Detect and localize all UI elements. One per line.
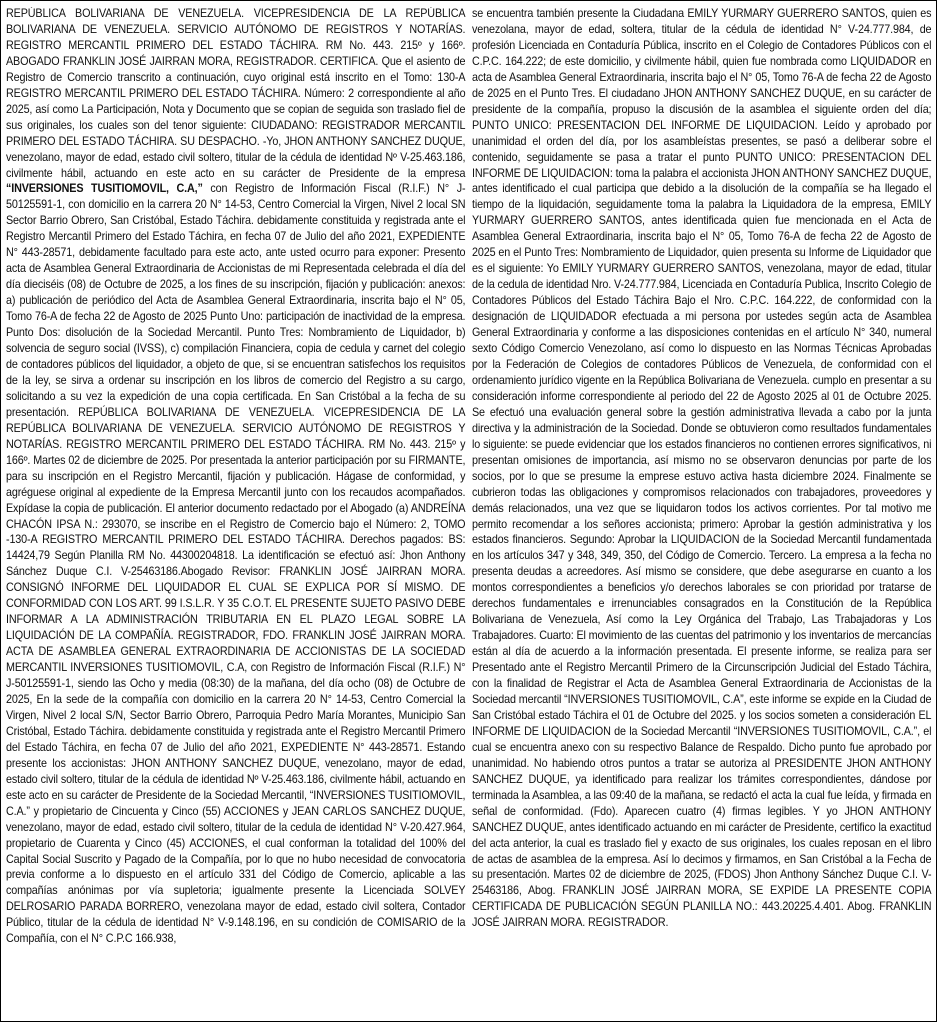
left-column-text-part-2: con Registro de Información Fiscal (R.I.F.) N° J-50125591-1, con domicilio en la carrera 20 N° 14-53, Centro Comercial la Virgen, Nivel 2 local SN Sector Barrio Obrero, San Cristóbal, Estado Táchira. debidamente constituida y registrada ante el Registro Mercantil Primero del Estado Táchira, en fecha 07 de Julio del año 2021, EXPEDIENTE N° 443-28571, debidamente facultado para este acto, ante usted ocurro para exponer: Presento acta de Asamblea General Extraordinaria de Accionistas de mi Representada celebrada el día del día dieciséis (08) de Octubre de 2025, a los fines de su inscripción, fijación y publicación: anexos: a) publicación de periódico del Acta de Asamblea General Extraordinaria, inscrita bajo el N° 05, Tomo 76-A de fecha 22 de Agosto de 2025 Punto Uno: participación de inactividad de la empresa. Punto Dos: disolución de la Sociedad Mercantil. Punto Tres: Nombramiento de Liquidador, b) solvencia de seguro social (IVSS), c) compilación Financiera, copia de cedula y carnet del colegio de contadores públicos del liquidador, a objeto de que, si se encuentran satisfechos los requisitos de la ley, se sirva a ordenar su inscripción en los libros de comercio del Registro a su cargo, solicitando a su vez la expedición de una copia certificada. En San Cristóbal a la fecha de su presentación. REPÚBLICA BOLIVARIANA DE VENEZUELA. VICEPRESIDENCIA DE LA REPÚBLICA BOLIVARIANA DE VENEZUELA. SERVICIO AUTÓNOMO DE REGISTROS Y NOTARÍAS. REGISTRO MERCANTIL PRIMERO DEL ESTADO TÁCHIRA. RM No. 443. 215º y 166º. Martes 02 de diciembre de 2025. Por presentada la anterior participación por su FIRMANTE, para su inscripción en el Registro Mercantil, fijación y publicación. Hágase de conformidad, y agréguese original al expediente de la Empresa Mercantil junto con los recaudos acompañados. Expídase la copia de publicación. El anterior documento redactado por el Abogado (a) ANDREÍNA CHACÓN IPSA N.: 293070, se inscribe en el Registro de Comercio bajo el Número: 2, TOMO -130-A REGISTRO MERCANTIL PRIMERO DEL ESTADO TÁCHIRA. Derechos pagados: BS: 14424,79 Según Planilla RM No. 44300204818. La identificación se efectuó así: Jhon Anthony Sánchez Duque C.I. V-25463186.Abogado Revisor: FRANKLIN JOSÉ JAIRRAN MORA. CONSIGNÓ INFORME DEL LIQUIDADOR EL CUAL SE EXPLICA POR SÍ MISMO. DE CONFORMIDAD CON LOS ART. 99 I.S.L.R. Y 35 C.O.T. EL PRESENTE SUJETO PASIVO DEBE INFORMAR A LA ADMINISTRACIÓN TRIBUTARIA EN EL PLAZO LEGAL SOBRE LA LIQUIDACIÓN DE LA COMPAÑÍA. REGISTRADOR, FDO. FRANKLIN JOSÉ JAIRRAN MORA. ACTA DE ASAMBLEA GENERAL EXTRAORDINARIA DE ACCIONISTAS DE LA SOCIEDAD MERCANTIL INVERSIONES TUSITIOMOVIL, C.A, con Registro de Información Fiscal (R.I.F.) N° J-50125591-1, siendo las Ocho y media (08:30) de la mañana, del día ocho (08) de Octubre de 2025, En la sede de la compañía con domicilio en la carrera 20 N° 14-53, Centro Comercial la Virgen, Nivel 2 local S/N, Sector Barrio Obrero, Parroquia Pedro María Morantes, Municipio San Cristóbal, Estado Táchira. debidamente constituida y registrada ante el Registro Mercantil Primero del Estado Táchira, en fecha 07 de Julio del año 2021, EXPEDIENTE N° 443-28571. Estando presente los accionistas: JHON ANTHONY SANCHEZ DUQUE, venezolano, mayor de edad, estado civil soltero, titular de la cédula de identidad Nº V-25.463.186, civilmente hábil, actuando en este acto en su carácter de Presidente de la Sociedad Mercantil, “INVERSIONES TUSITIOMOVIL, C.A.” y propietario de Cincuenta y Cinco (55) ACCIONES y JEAN CARLOS SANCHEZ DUQUE, venezolano, mayor de edad, estado civil soltero, titular de la cedula de identidad N° V-20.427.964, propietario de Cuarenta y Cinco (45) ACCIONES, el cual conforman la totalidad del 100% del Capital Social Suscrito y Pagado de la Compañía, por lo que no hubo necesidad de convocatoria previa conforme a lo dispuesto en el artículo 331 del Código de Comercio, aplicable a las compañías anónimas por vía supletoria; igualmente presente la Licenciada SOLVEY DELROSARIO PARADA BORRERO, venezolana mayor de edad, estado civil soltera, Contador Público, titular de la cédula de identidad N° V-9.148.196, en su condición de COMISARIO de la Compañía, con el N° C.P.C 166.938, (6, 182, 466, 946)
company-name-bold: “INVERSIONES TUSITIOMOVIL, C.A,” (6, 182, 203, 196)
right-column-text: se encuentra también presente la Ciudadana EMILY YURMARY GUERRERO SANTOS, quien es venezolana, mayor de edad, soltera, titular de la cédula de identidad N° V-24.777.984, de profesión Licenciada en Contaduría Pública, inscrito en el Colegio de Contadores Públicos con el C.P.C. 164.222; de este domicilio, y civilmente hábil, quien fue nombrada como LIQUIDADOR en acta de Asamblea General Extraordinaria, inscrita bajo el N° 05, Tomo 76-A de fecha 22 de Agosto de 2025 en el Punto Tres. El ciudadano JHON ANTHONY SANCHEZ DUQUE, en su carácter de presidente de la compañía, propuso la discusión de la asamblea el siguiente orden del día; PUNTO UNICO: PRESENTACION DEL INFORME DE LIQUIDACION. Leído y aprobado por unanimidad el orden del día, por los asambleístas presentes, se pasó a deliberar sobre el contenido, seguidamente se pasa a tratar el punto PUNTO UNICO: PRESENTACION DEL INFORME DE LIQUIDACION: toma la palabra el accionista JHON ANTHONY SANCHEZ DUQUE, antes identificado el cual participa que debido a la disolución de la compañía se ha llegado el tiempo de la liquidación, seguidamente toma la palabra la Liquidadora de la empresa, EMILY YURMARY GUERRERO SANTOS, antes identificada quien fue mencionada en el Acta de Asamblea General Extraordinaria, inscrita bajo el N° 05, Tomo 76-A de fecha 22 de Agosto de 2025 en el Punto Tres: Nombramiento de Liquidador, quien presenta su Informe de Liquidador que es el siguiente: Yo EMILY YURMARY GUERRERO SANTOS, venezolana, mayor de edad, titular de la cedula de identidad Nro. V-24.777.984, Licenciada en Contaduría Publica, Inscrito Colegio de Contadores Públicos del Estado Táchira Bajo el Nro. C.P.C. 164.222, de conformidad con la designación de LIQUIDADOR efectuada a mi persona por ustedes según acta de Asamblea General Extraordinaria y conforme a las disposiciones contenidas en el artículo N° 340, numeral sexto Código Comercio Venezolano, así como lo dispuesto en las Normas Técnicas Aprobadas por la Federación de Colegios de contadores Públicos de Venezuela, de conformidad con el ordenamiento jurídico vigente en la República Bolivariana de Venezuela. cumplo en presentar a su consideración informe correspondiente al periodo del 22 de Agosto 2025 al 01 de Octubre 2025. Se efectuó una evaluación general sobre la gestión administrativa llevada a cabo por la junta directiva y la administración de la Sociedad. Donde se obtuvieron como resultados fundamentales lo siguiente: se puede evidenciar que los estados financieros no contienen errores significativos, ni presentan omisiones de importancia, así mismo no se observaron denuncias por parte de los socios, por lo que se presume la emprese estuvo activa hasta diciembre 2024. Finalmente se cubrieron todas las obligaciones y compromisos relacionados con trabajadores, proveedores y demás relacionados, una vez que se liquidaron todos los activos corrientes. Por tal motivo me permito recomendar a los señores accionista; primero: Aprobar la gestión administrativa y los estados financieros. Segundo: Aprobar la LIQUIDACION de la Sociedad Mercantil fundamentada en los artículos 347 y 348, 349, 350, del Código de Comercio. Tercero. La empresa a la fecha no presenta deudas a acreedores. Así mismo se considere, que debe asegurarse en cuanto a los montos correspondientes a beneficios y/o derechos laborales se con prioridad por tratarse de derechos fundamentales e irrenunciables consagrados en la Constitución de la República Bolivariana de Venezuela, Así como la Ley Orgánica del Trabajo, Las Trabajadoras y Los Trabajadores. Cuarto: El movimiento de las cuentas del patrimonio y los inventarios de mercancías están al día de acuerdo a la información presentada. El presente informe, se realiza para ser Presentado ante el Registro Mercantil Primero de la Circunscripción Judicial del Estado Táchira, con la finalidad de Registrar el Acta de Asamblea General Extraordinaria de Accionistas de la Sociedad mercantil “INVERSIONES TUSITIOMOVIL, C.A”, este informe se expide en la Ciudad de San Cristóbal estado Táchira el 01 de Octubre del 2025. y los socios someten a consideración EL INFORME DE LIQUIDACION de la Sociedad Mercantil “INVERSIONES TUSITIOMOVIL, C.A.”, el cual se encuentra anexo con su respectivo Balance de Respaldo. Dicho punto fue aprobado por unanimidad. No habiendo otros puntos a tratar se autoriza al PRESIDENTE JHON ANTHONY SANCHEZ DUQUE, ya identificado para realizar los trámites correspondientes, dándose por terminada la Asamblea, a las 09:40 de la mañana, se redactó el acta la cual fue leída, y firmada en señal de conformidad. (Fdo). Aparecen cuatro (4) firmas legibles. Y yo JHON ANTHONY SANCHEZ DUQUE, antes identificado actuando en mi carácter de Presidente, certifico la exactitud del acta anterior, la cual es traslado fiel y exacto de sus originales, los cuales reposan en el libro de actas de asamblea de la empresa. Así lo decimos y firmamos, en San Cristóbal a la Fecha de su presentación. Martes 02 de diciembre de 2025, (FDOS) Jhon Anthony Sánchez Duque C.I. V-25463186, Abog. FRANKLIN JOSÉ JAIRRAN MORA, SE EXPIDE LA PRESENTE COPIA CERTIFICADA DE PUBLICACIÓN SEGÚN PLANILLA NO.: 443.20225.4.401. Abog. FRANKLIN JOSÉ JAIRRAN MORA. REGISTRADOR. (472, 7, 932, 930)
left-column-text-part-1: REPÚBLICA BOLIVARIANA DE VENEZUELA. VICEPRESIDENCIA DE LA REPÚBLICA BOLIVARIANA DE VENEZUELA. SERVICIO AUTÓNOMO DE REGISTROS Y NOTARÍAS. REGISTRO MERCANTIL PRIMERO DEL ESTADO TÁCHIRA. RM No. 443. 215º y 166º. ABOGADO FRANKLIN JOSÉ JAIRRAN MORA, REGISTRADOR. CERTIFICA. Que el asiento de Registro de Comercio transcrito a continuación, cuyo original está inscrito en el Tomo: 130-A REGISTRO MERCANTIL PRIMERO DEL ESTADO TÁCHIRA. Número: 2 correspondiente al año 2025, así como La Participación, Nota y Documento que se copian de seguida son traslado fiel de sus originales, los cuales son del tenor siguiente: CIUDADANO: REGISTRADOR MERCANTIL PRIMERO DEL ESTADO TÁCHIRA. SU DESPACHO. -Yo, JHON ANTHONY SANCHEZ DUQUE, venezolano, mayor de edad, estado civil soltero, titular de la cédula de identidad Nº V-25.463.186, civilmente hábil, actuando en este acto en su carácter de Presidente de la empresa (6, 7, 466, 180)
legal-notice (6, 6, 933, 1018)
left-column (6, 6, 465, 1018)
right-column (472, 6, 931, 1018)
